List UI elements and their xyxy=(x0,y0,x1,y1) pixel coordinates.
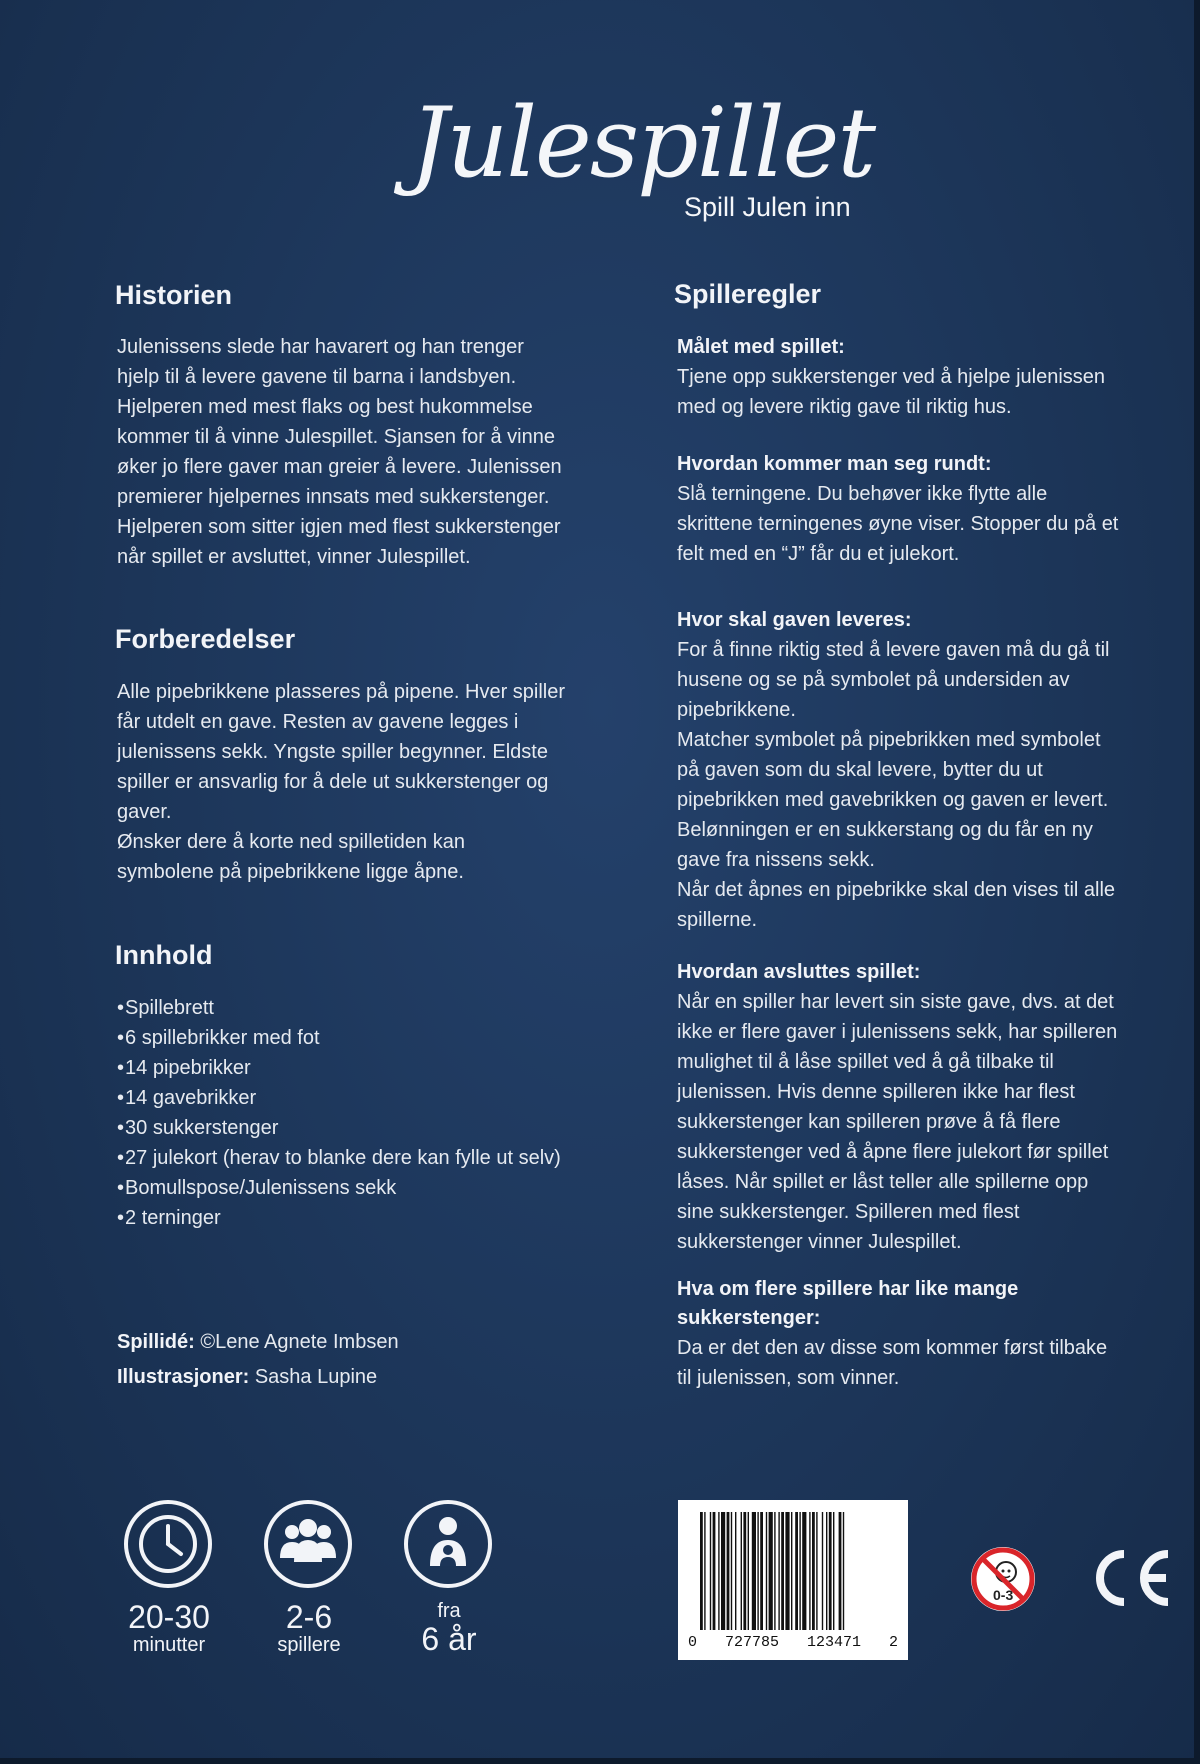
rule-goal-text xyxy=(677,362,1172,422)
text-line: Slå terningene. Du behøver ikke flytte alle xyxy=(677,483,1048,505)
age-warning-text: 0-3 xyxy=(993,1587,1014,1603)
text-line: mulighet til å låse spillet ved å gå tilbake til xyxy=(677,1051,1054,1073)
barcode-bar xyxy=(743,1512,746,1630)
age-value: 6 år xyxy=(421,1621,477,1657)
text-line: Når det åpnes en pipebrikke skal den vises til alle xyxy=(677,879,1116,901)
text-line: med og levere riktig gave til riktig hus. xyxy=(677,396,1012,418)
credit-illus-value: Sasha Lupine xyxy=(254,1366,378,1388)
age-warning-icon xyxy=(968,1544,1038,1614)
text-line: Hva om flere spillere har like mange xyxy=(677,1278,1019,1300)
text-line: Ønsker dere å korte ned spilletiden kan xyxy=(117,831,465,853)
players-label xyxy=(248,1600,370,1656)
text-line: premierer hjelpernes innsats med sukkerstenger. xyxy=(117,486,550,508)
barcode-bar xyxy=(781,1512,784,1630)
age-prefix: fra xyxy=(437,1600,461,1622)
barcode-bar xyxy=(721,1512,725,1630)
text-line: Julenissens slede har havarert og han trenger xyxy=(117,336,524,358)
text-line: skrittene terningenes øyne viser. Stopper du på et xyxy=(677,513,1119,535)
barcode-bar xyxy=(799,1512,800,1630)
text-line: sukkerstenger ved å åpne flere julekort før spillet xyxy=(677,1141,1109,1163)
box-edge-bottom xyxy=(0,1758,1200,1764)
logo-title: Julespillet xyxy=(410,87,875,199)
rule-tie-title xyxy=(677,1275,1172,1333)
credit-idea-label: Spillidé: xyxy=(117,1331,195,1353)
barcode-bar xyxy=(843,1512,844,1630)
innhold-list xyxy=(117,993,617,1233)
age-label xyxy=(388,1600,510,1656)
text-line: spiller er ansvarlig for å dele ut sukkerstenger og xyxy=(117,771,549,793)
forberedelser-text xyxy=(117,677,617,887)
text-line: Da er det den av disse som kommer først tilbake xyxy=(677,1337,1108,1359)
text-line: symbolene på pipebrikkene ligge åpne. xyxy=(117,861,464,883)
list-item: • Spillebrett xyxy=(117,993,617,1023)
barcode-bar xyxy=(812,1512,815,1630)
text-line: Alle pipebrikkene plasseres på pipene. Hver spiller xyxy=(117,681,566,703)
text-line: låses. Når spillet er låst teller alle spillerne opp xyxy=(677,1171,1089,1193)
text-line: sukkerstenger kan spilleren prøve å få flere xyxy=(677,1111,1061,1133)
barcode-bar xyxy=(833,1512,834,1630)
text-line: pipebrikkene. xyxy=(677,699,796,721)
text-line: Hjelperen med mest flaks og best hukommelse xyxy=(117,396,533,418)
list-item: • 2 terninger xyxy=(117,1203,617,1233)
barcode-bar xyxy=(731,1512,732,1630)
barcode-bar xyxy=(752,1512,756,1630)
text-line: ikke er flere gaver i julenissens sekk, har spilleren xyxy=(677,1021,1118,1043)
barcode-bar xyxy=(822,1512,823,1630)
barcode-bar xyxy=(816,1512,817,1630)
barcode-bar xyxy=(704,1512,705,1630)
heading-spilleregler: Spilleregler xyxy=(674,279,822,309)
barcode-bar xyxy=(791,1512,792,1630)
barcode-bar xyxy=(826,1512,827,1630)
text-line: får utdelt en gave. Resten av gavene legges i xyxy=(117,711,519,733)
rule-deliver-title: Hvor skal gaven leveres: xyxy=(677,609,912,631)
barcode-digit-group: 727785 xyxy=(724,1634,779,1651)
list-item: • Bomullspose/Julenissens sekk xyxy=(117,1173,617,1203)
barcode-bar xyxy=(757,1512,758,1630)
text-line: husene og se på symbolet på undersiden av xyxy=(677,669,1070,691)
text-line: julenissen. Hvis denne spilleren ikke har flest xyxy=(677,1081,1075,1103)
barcode-bar xyxy=(809,1512,810,1630)
barcode-bar xyxy=(769,1512,773,1630)
duration-unit: minutter xyxy=(132,1634,206,1656)
rule-end-text xyxy=(677,987,1172,1257)
text-line: Matcher symbolet på pipebrikken med symbolet xyxy=(677,729,1101,751)
list-item: • 30 sukkerstenger xyxy=(117,1113,617,1143)
credit-idea-value: ©Lene Agnete Imbsen xyxy=(200,1331,399,1353)
text-line: julenissens sekk. Yngste spiller begynner. Eldste xyxy=(117,741,548,763)
text-line: sukkerstenger vinner Julespillet. xyxy=(677,1231,962,1253)
barcode-bar xyxy=(727,1512,730,1630)
rule-move-text xyxy=(677,479,1172,569)
barcode-digit-group: 123471 xyxy=(806,1634,861,1651)
text-line: pipebrikken med gavebrikken og gaven er levert. xyxy=(677,789,1109,811)
duration-label xyxy=(108,1600,230,1656)
barcode-bar xyxy=(829,1512,832,1630)
text-line: øker jo flere gaver man greier å levere. Julenissen xyxy=(117,456,562,478)
text-line: når spillet er avsluttet, vinner Julespillet. xyxy=(117,546,471,568)
rule-tie-text xyxy=(677,1333,1172,1393)
barcode xyxy=(678,1500,908,1660)
clock-icon xyxy=(124,1500,212,1588)
barcode-bar xyxy=(760,1512,763,1630)
text-line: felt med en “J” får du et julekort. xyxy=(677,543,960,565)
barcode-bar xyxy=(785,1512,789,1630)
text-line: For å finne riktig sted å levere gaven må du gå til xyxy=(677,639,1110,661)
box-edge-right xyxy=(1194,0,1200,1764)
credit-illustrations xyxy=(117,1366,377,1389)
child-icon xyxy=(404,1500,492,1588)
list-item: • 14 gavebrikker xyxy=(117,1083,617,1113)
text-line: gave fra nissens sekk. xyxy=(677,849,875,871)
players-icon xyxy=(264,1500,352,1588)
barcode-bar xyxy=(718,1512,719,1630)
barcode-bar xyxy=(713,1512,716,1630)
text-line: gaver. xyxy=(117,801,172,823)
players-value: 2-6 xyxy=(285,1599,333,1635)
logo-subtitle: Spill Julen inn xyxy=(684,192,851,222)
list-item: • 6 spillebrikker med fot xyxy=(117,1023,617,1053)
barcode-bar xyxy=(802,1512,806,1630)
list-item: • 14 pipebrikker xyxy=(117,1053,617,1083)
heading-innhold: Innhold xyxy=(115,940,213,970)
ce-mark xyxy=(1088,1546,1174,1610)
barcode-digit-group: 2 xyxy=(888,1634,898,1651)
credit-game-idea xyxy=(117,1331,399,1354)
text-line: Når en spiller har levert sin siste gave, dvs. at det xyxy=(677,991,1114,1013)
barcode-digit-group: 0 xyxy=(688,1634,698,1651)
text-line: sukkerstenger: xyxy=(677,1307,821,1329)
text-line: Belønningen er en sukkerstang og du får en ny xyxy=(677,819,1093,841)
historien-text xyxy=(117,332,617,572)
text-line: hjelp til å levere gavene til barna i landsbyen. xyxy=(117,366,517,388)
barcode-bar xyxy=(700,1512,703,1630)
text-line: Hjelperen som sitter igjen med flest sukkerstenger xyxy=(117,516,561,538)
game-logo xyxy=(410,87,875,238)
barcode-bar xyxy=(795,1512,798,1630)
barcode-bar xyxy=(710,1512,711,1630)
text-line: til julenissen, som vinner. xyxy=(677,1367,900,1389)
players-unit: spillere xyxy=(277,1634,341,1656)
text-line: på gaven som du skal levere, bytter du ut xyxy=(677,759,1043,781)
text-line: kommer til å vinne Julespillet. Sjansen for å vinne xyxy=(117,426,555,448)
barcode-bar xyxy=(741,1512,742,1630)
text-line: sine sukkerstenger. Spilleren med flest xyxy=(677,1201,1020,1223)
barcode-digits xyxy=(688,1634,898,1651)
text-line: Tjene opp sukkerstenger ved å hjelpe julenissen xyxy=(677,366,1106,388)
list-item: • 27 julekort (herav to blanke dere kan fylle ut selv) xyxy=(117,1143,617,1173)
rule-goal-title: Målet med spillet: xyxy=(677,336,845,358)
heading-historien: Historien xyxy=(115,280,233,310)
barcode-bar xyxy=(778,1512,779,1630)
barcode-bar xyxy=(774,1512,775,1630)
barcode-bar xyxy=(766,1512,767,1630)
rule-move-title: Hvordan kommer man seg rundt: xyxy=(677,453,992,475)
text-line: spillerne. xyxy=(677,909,758,931)
barcode-bar xyxy=(735,1512,736,1630)
heading-forberedelser: Forberedelser xyxy=(115,624,296,654)
duration-value: 20-30 xyxy=(128,1599,210,1635)
rule-end-title: Hvordan avsluttes spillet: xyxy=(677,961,921,983)
barcode-bar xyxy=(748,1512,749,1630)
credit-illus-label: Illustrasjoner: xyxy=(117,1366,250,1388)
barcode-bar xyxy=(839,1512,842,1630)
rule-deliver-text xyxy=(677,635,1172,935)
